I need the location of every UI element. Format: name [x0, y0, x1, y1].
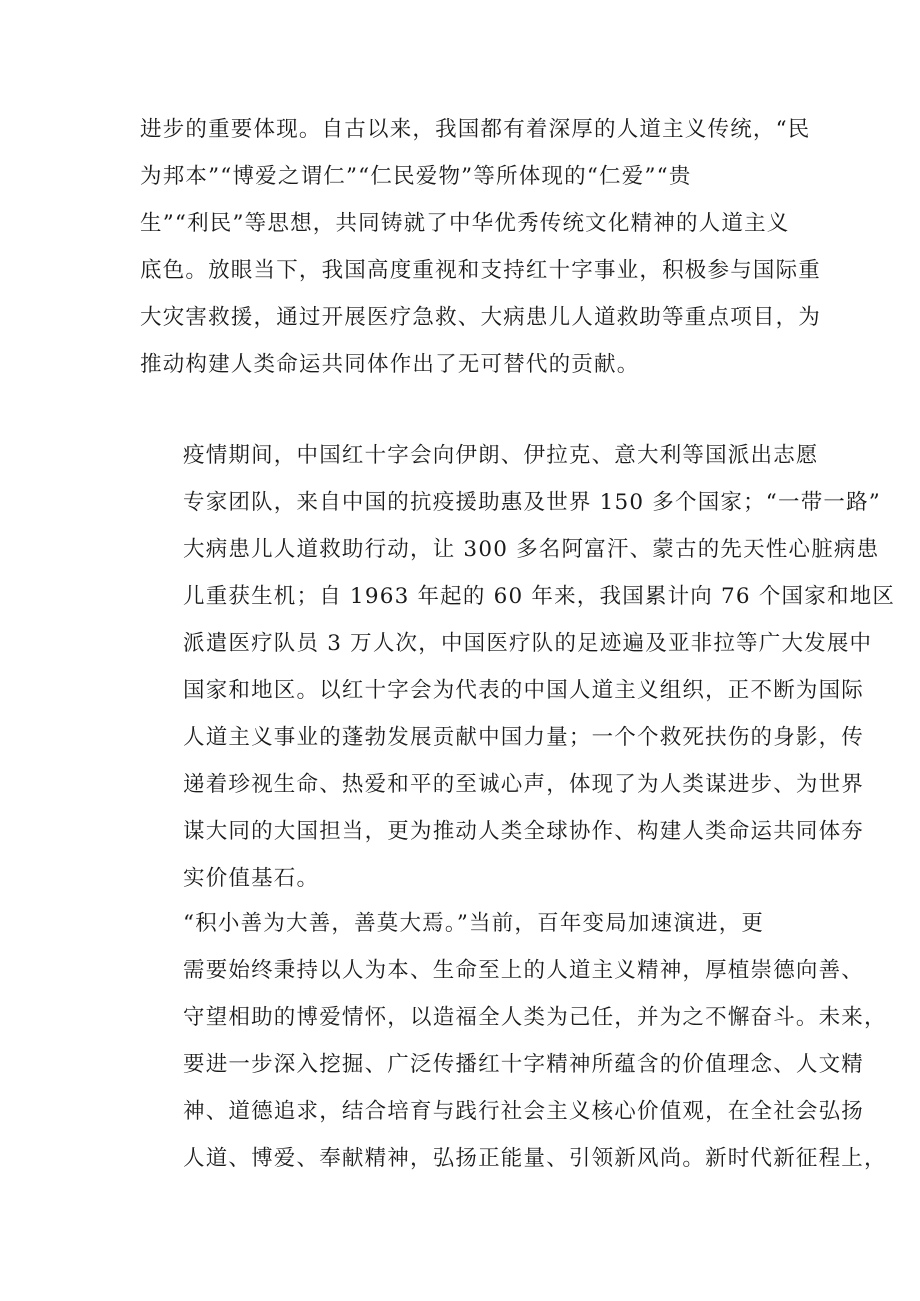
text-line: 生”“利民”等思想，共同铸就了中华优秀传统文化精神的人道主义 — [140, 211, 790, 236]
text-line: 实价值基石。 — [183, 866, 320, 891]
text-line: 大病患儿人道救助行动，让 300 多名阿富汗、蒙古的先天性心脏病患 — [183, 537, 880, 562]
text-line: 守望相助的博爱情怀，以造福全人类为己任，并为之不懈奋斗。未来， — [183, 1005, 887, 1030]
text-line: 派遣医疗队员 3 万人次，中国医疗队的足迹遍及亚非拉等广大发展中 — [183, 631, 873, 656]
text-line: 专家团队，来自中国的抗疫援助惠及世界 150 多个国家；“一带一路” — [183, 490, 881, 515]
text-line: 底色。放眼当下，我国高度重视和支持红十字事业，积极参与国际重 — [140, 258, 822, 283]
text-line: 人道主义事业的蓬勃发展贡献中国力量；一个个救死扶伤的身影，传 — [183, 725, 865, 750]
text-line: 儿重获生机；自 1963 年起的 60 年来，我国累计向 76 个国家和地区 — [183, 584, 896, 609]
text-line: 要进一步深入挖掘、广泛传播红十字精神所蕴含的价值理念、人文精 — [183, 1052, 865, 1077]
text-line: 为邦本”“博爱之谓仁”“仁民爱物”等所体现的“仁爱”“贵 — [140, 164, 692, 189]
text-line: 神、道德追求，结合培育与践行社会主义核心价值观，在全社会弘扬 — [183, 1099, 865, 1124]
text-line: 进步的重要体现。自古以来，我国都有着深厚的人道主义传统，“民 — [140, 117, 811, 142]
text-line: 谋大同的大国担当，更为推动人类全球协作、构建人类命运共同体夯 — [183, 819, 865, 844]
paragraph-future-outlook — [140, 900, 887, 1182]
text-line: 递着珍视生命、热爱和平的至诚心声，体现了为人类谋进步、为世界 — [183, 772, 865, 797]
text-line: 大灾害救援，通过开展医疗急救、大病患儿人道救助等重点项目，为 — [140, 305, 822, 330]
paragraph-pandemic-aid — [140, 432, 896, 902]
text-line: 国家和地区。以红十字会为代表的中国人道主义组织，正不断为国际 — [183, 678, 865, 703]
text-line: 需要始终秉持以人为本、生命至上的人道主义精神，厚植崇德向善、 — [183, 958, 865, 983]
text-line: 推动构建人类命运共同体作出了无可替代的贡献。 — [140, 352, 640, 377]
text-line: 疫情期间，中国红十字会向伊朗、伊拉克、意大利等国派出志愿 — [183, 443, 819, 468]
text-line: “积小善为大善，善莫大焉。”当前，百年变局加速演进，更 — [183, 911, 765, 936]
paragraph-humanitarian-tradition — [140, 106, 822, 388]
text-line: 人道、博爱、奉献精神，弘扬正能量、引领新风尚。新时代新征程上， — [183, 1146, 887, 1171]
